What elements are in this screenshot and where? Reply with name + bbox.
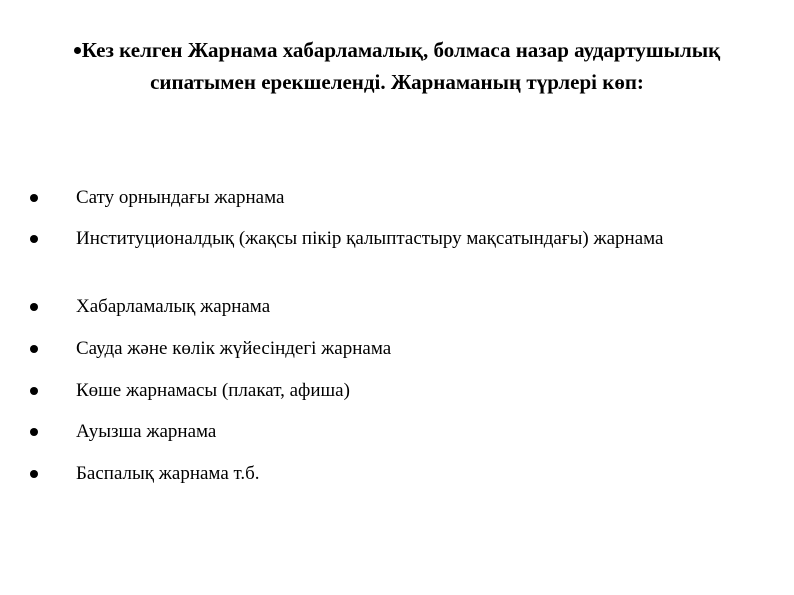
list-item-text: Ауызша жарнама <box>76 421 217 442</box>
slide-title: Кез келген Жарнама хабарламалық, болмаса назар аудартушылық сипатымен ерекшеленді. Жарнаманың түрлері көп: <box>81 38 721 94</box>
bullet-icon <box>30 387 38 395</box>
list-item <box>30 418 760 446</box>
list-item-text: Хабарламалық жарнама <box>76 296 271 317</box>
list-item <box>30 335 760 363</box>
list-item-text: Институционалдық (жақсы пікір қалыптастыру мақсатындағы) жарнама <box>76 228 664 249</box>
bullet-icon <box>30 303 38 311</box>
list-item-text: Сауда және көлік жүйесіндегі жарнама <box>76 338 392 359</box>
list-item-text: Баспалық жарнама т.б. <box>76 463 260 484</box>
bullet-icon <box>30 470 38 478</box>
list-item-text: Көше жарнамасы (плакат, афиша) <box>76 380 350 401</box>
bullet-icon <box>30 194 38 202</box>
list-item <box>30 225 760 253</box>
list-item <box>30 184 760 212</box>
list-item-text: Сату орнындағы жарнама <box>76 187 285 208</box>
list-item <box>30 377 760 405</box>
list-item <box>30 460 760 488</box>
bullet-icon <box>30 345 38 353</box>
bullet-icon <box>30 235 38 243</box>
list-item <box>30 293 760 321</box>
bullet-icon <box>30 428 38 436</box>
